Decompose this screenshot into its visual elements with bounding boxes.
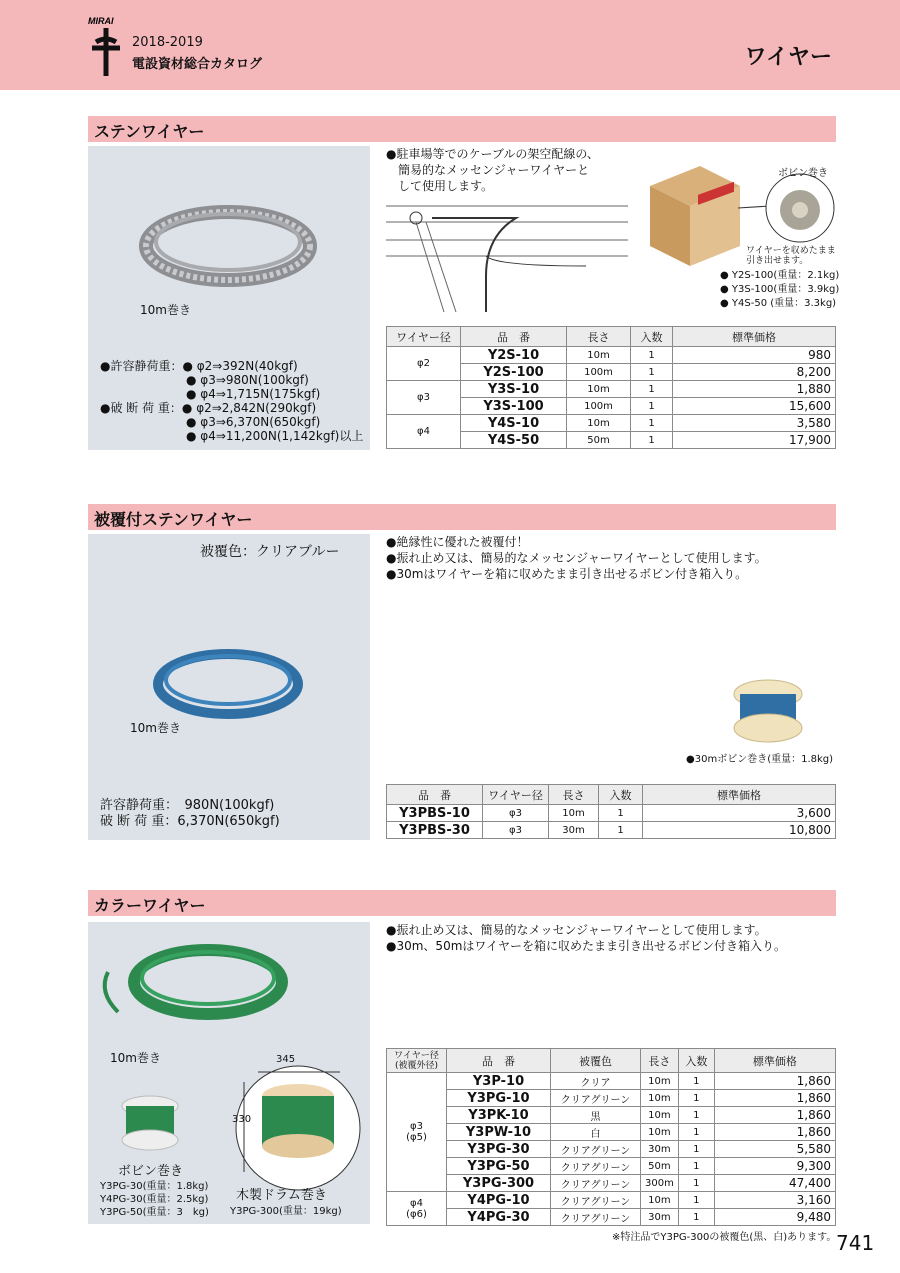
coated-spec-1: 許容静荷重： 980N(100kgf) [100, 798, 275, 813]
catalog-name: 電設資材総合カタログ [132, 57, 263, 72]
table-row: φ4 (φ6) Y4PG-10 クリアグリーン 10m 1 3,160 [387, 1192, 836, 1209]
blue-bobbin-image [730, 676, 806, 746]
stainless-spec-2: ● φ3⇒980N(100kgf) [186, 373, 309, 387]
stainless-desc-3: して使用します。 [398, 179, 494, 193]
table-row: Y3PBS-10 φ3 10m 1 3,600 [387, 805, 836, 822]
bobbin-weight-2: Y4PG-30(重量：2.5kg) [100, 1194, 209, 1205]
coated-roll-label: 10m巻き [130, 721, 181, 735]
bobbin-weight-1: Y3PG-30(重量：1.8kg) [100, 1181, 209, 1192]
table-row: Y3PK-10 黒 10m 1 1,860 [387, 1107, 836, 1124]
blue-wire-coil-image [88, 604, 370, 804]
table-row: Y3PG-10 クリアグリーン 10m 1 1,860 [387, 1090, 836, 1107]
col-header-length: 長さ [549, 785, 599, 805]
coated-desc-1: ●絶縁性に優れた被覆付！ [386, 535, 529, 549]
table-row: Y4S-50 50m 1 17,900 [387, 432, 836, 449]
table-row: Y3PW-10 白 10m 1 1,860 [387, 1124, 836, 1141]
drum-weight: Y3PG-300(重量：19kg) [230, 1206, 342, 1217]
col-header-qty: 入数 [678, 1049, 714, 1073]
bobbin-weight-1: ● Y2S-100(重量：2.1kg) [720, 270, 840, 281]
bobbin-weight-3: Y3PG-50(重量：3 kg) [100, 1207, 209, 1218]
stainless-spec-5: ● φ3⇒6,370N(650kgf) [186, 415, 321, 429]
bobbin-label: ボビン巻き [118, 1164, 184, 1179]
table-row: φ3 Y3S-10 10m 1 1,880 [387, 381, 836, 398]
catalog-header [0, 0, 900, 90]
table-row: Y2S-100 100m 1 8,200 [387, 364, 836, 381]
stainless-desc-2: 簡易的なメッセンジャーワイヤーと [398, 163, 590, 177]
catalog-year: 2018-2019 [132, 35, 203, 50]
blue-bobbin-label: ●30mボビン巻き(重量：1.8kg) [686, 754, 834, 765]
coated-wire-photo-panel [88, 534, 370, 840]
stainless-spec-1: ●許容静荷重：● φ2⇒392N(40kgf) [100, 359, 298, 373]
coated-wire-table [386, 784, 836, 839]
stainless-spec-6: ● φ4⇒11,200N(1,142kgf)以上 [186, 429, 364, 443]
page-number: 741 [836, 1231, 875, 1255]
col-header-price: 標準価格 [643, 785, 836, 805]
coated-desc-2: ●振れ止め又は、簡易的なメッセンジャーワイヤーとして使用します。 [386, 551, 767, 565]
drum-width-dimension: 345 [276, 1054, 296, 1065]
green-bobbin-image [118, 1092, 182, 1162]
color-desc-1: ●振れ止め又は、簡易的なメッセンジャーワイヤーとして使用します。 [386, 923, 767, 937]
bobbin-note-1: ワイヤーを収めたまま [746, 246, 836, 256]
coated-spec-2: 破 断 荷 重：6,370N(650kgf) [100, 814, 280, 829]
col-header-length: 長さ [641, 1049, 679, 1073]
bobbin-label: ボビン巻き [778, 168, 828, 179]
table-row: Y3PG-50 クリアグリーン 50m 1 9,300 [387, 1158, 836, 1175]
bobbin-weight-3: ● Y4S-50 (重量：3.3kg) [720, 298, 837, 309]
table-row: Y3S-100 100m 1 15,600 [387, 398, 836, 415]
col-header-price: 標準価格 [714, 1049, 835, 1073]
table-row: Y3PG-30 クリアグリーン 30m 1 5,580 [387, 1141, 836, 1158]
col-header-qty: 入数 [631, 327, 673, 347]
table-row: Y3PBS-30 φ3 30m 1 10,800 [387, 822, 836, 839]
color-wire-table [386, 1048, 836, 1226]
col-header-part-number: 品 番 [461, 327, 567, 347]
table-row: Y4PG-30 クリアグリーン 30m 1 9,480 [387, 1209, 836, 1226]
footnote: ※特注品でY3PG-300の被覆色(黒、白)あります。 [612, 1232, 837, 1243]
drum-height-dimension: 330 [232, 1114, 252, 1125]
color-roll-label: 10m巻き [110, 1051, 161, 1065]
col-header-diameter: ワイヤー径 (被覆外径) [387, 1049, 447, 1073]
stainless-wire-table [386, 326, 836, 449]
section-header-coated-wire: 被覆付ステンワイヤー [88, 504, 836, 530]
col-header-price: 標準価格 [673, 327, 836, 347]
color-desc-2: ●30m、50mはワイヤーを箱に収めたまま引き出せるボビン付き箱入り。 [386, 939, 787, 953]
stainless-desc-1: ●駐車場等でのケーブルの架空配線の、 [386, 147, 599, 161]
coating-color-label: 被覆色：クリアブルー [200, 544, 340, 560]
table-row: φ4 Y4S-10 10m 1 3,580 [387, 415, 836, 432]
col-header-part-number: 品 番 [387, 785, 483, 805]
stainless-roll-label: 10m巻き [140, 303, 191, 317]
stainless-spec-4: ●破 断 荷 重：● φ2⇒2,842N(290kgf) [100, 401, 317, 415]
table-row: φ3 (φ5) Y3P-10 クリア 10m 1 1,860 [387, 1073, 836, 1090]
bobbin-weight-2: ● Y3S-100(重量：3.9kg) [720, 284, 840, 295]
col-header-length: 長さ [567, 327, 631, 347]
green-wire-coil-image [88, 922, 370, 1052]
col-header-qty: 入数 [599, 785, 643, 805]
col-header-diameter: ワイヤー径 [387, 327, 461, 347]
drum-label: 木製ドラム巻き [236, 1188, 327, 1203]
table-row: Y3PG-300 クリアグリーン 300m 1 47,400 [387, 1175, 836, 1192]
col-header-coating-color: 被覆色 [551, 1049, 641, 1073]
coated-desc-3: ●30mはワイヤーを箱に収めたまま引き出せるボビン付き箱入り。 [386, 567, 748, 581]
mirai-logo [86, 14, 126, 78]
section-header-color-wire: カラーワイヤー [88, 890, 836, 916]
stainless-spec-3: ● φ4⇒1,715N(175kgf) [186, 387, 321, 401]
parking-installation-diagram [386, 196, 628, 312]
section-header-stainless-wire: ステンワイヤー [88, 116, 836, 142]
page-title: ワイヤー [744, 45, 832, 70]
col-header-diameter: ワイヤー径 [483, 785, 549, 805]
table-row: φ2 Y2S-10 10m 1 980 [387, 347, 836, 364]
col-header-part-number: 品 番 [447, 1049, 551, 1073]
svg-text:MIRAI: MIRAI [88, 16, 114, 26]
stainless-wire-coil-image [88, 146, 370, 296]
bobbin-note-2: 引き出せます。 [746, 256, 809, 266]
